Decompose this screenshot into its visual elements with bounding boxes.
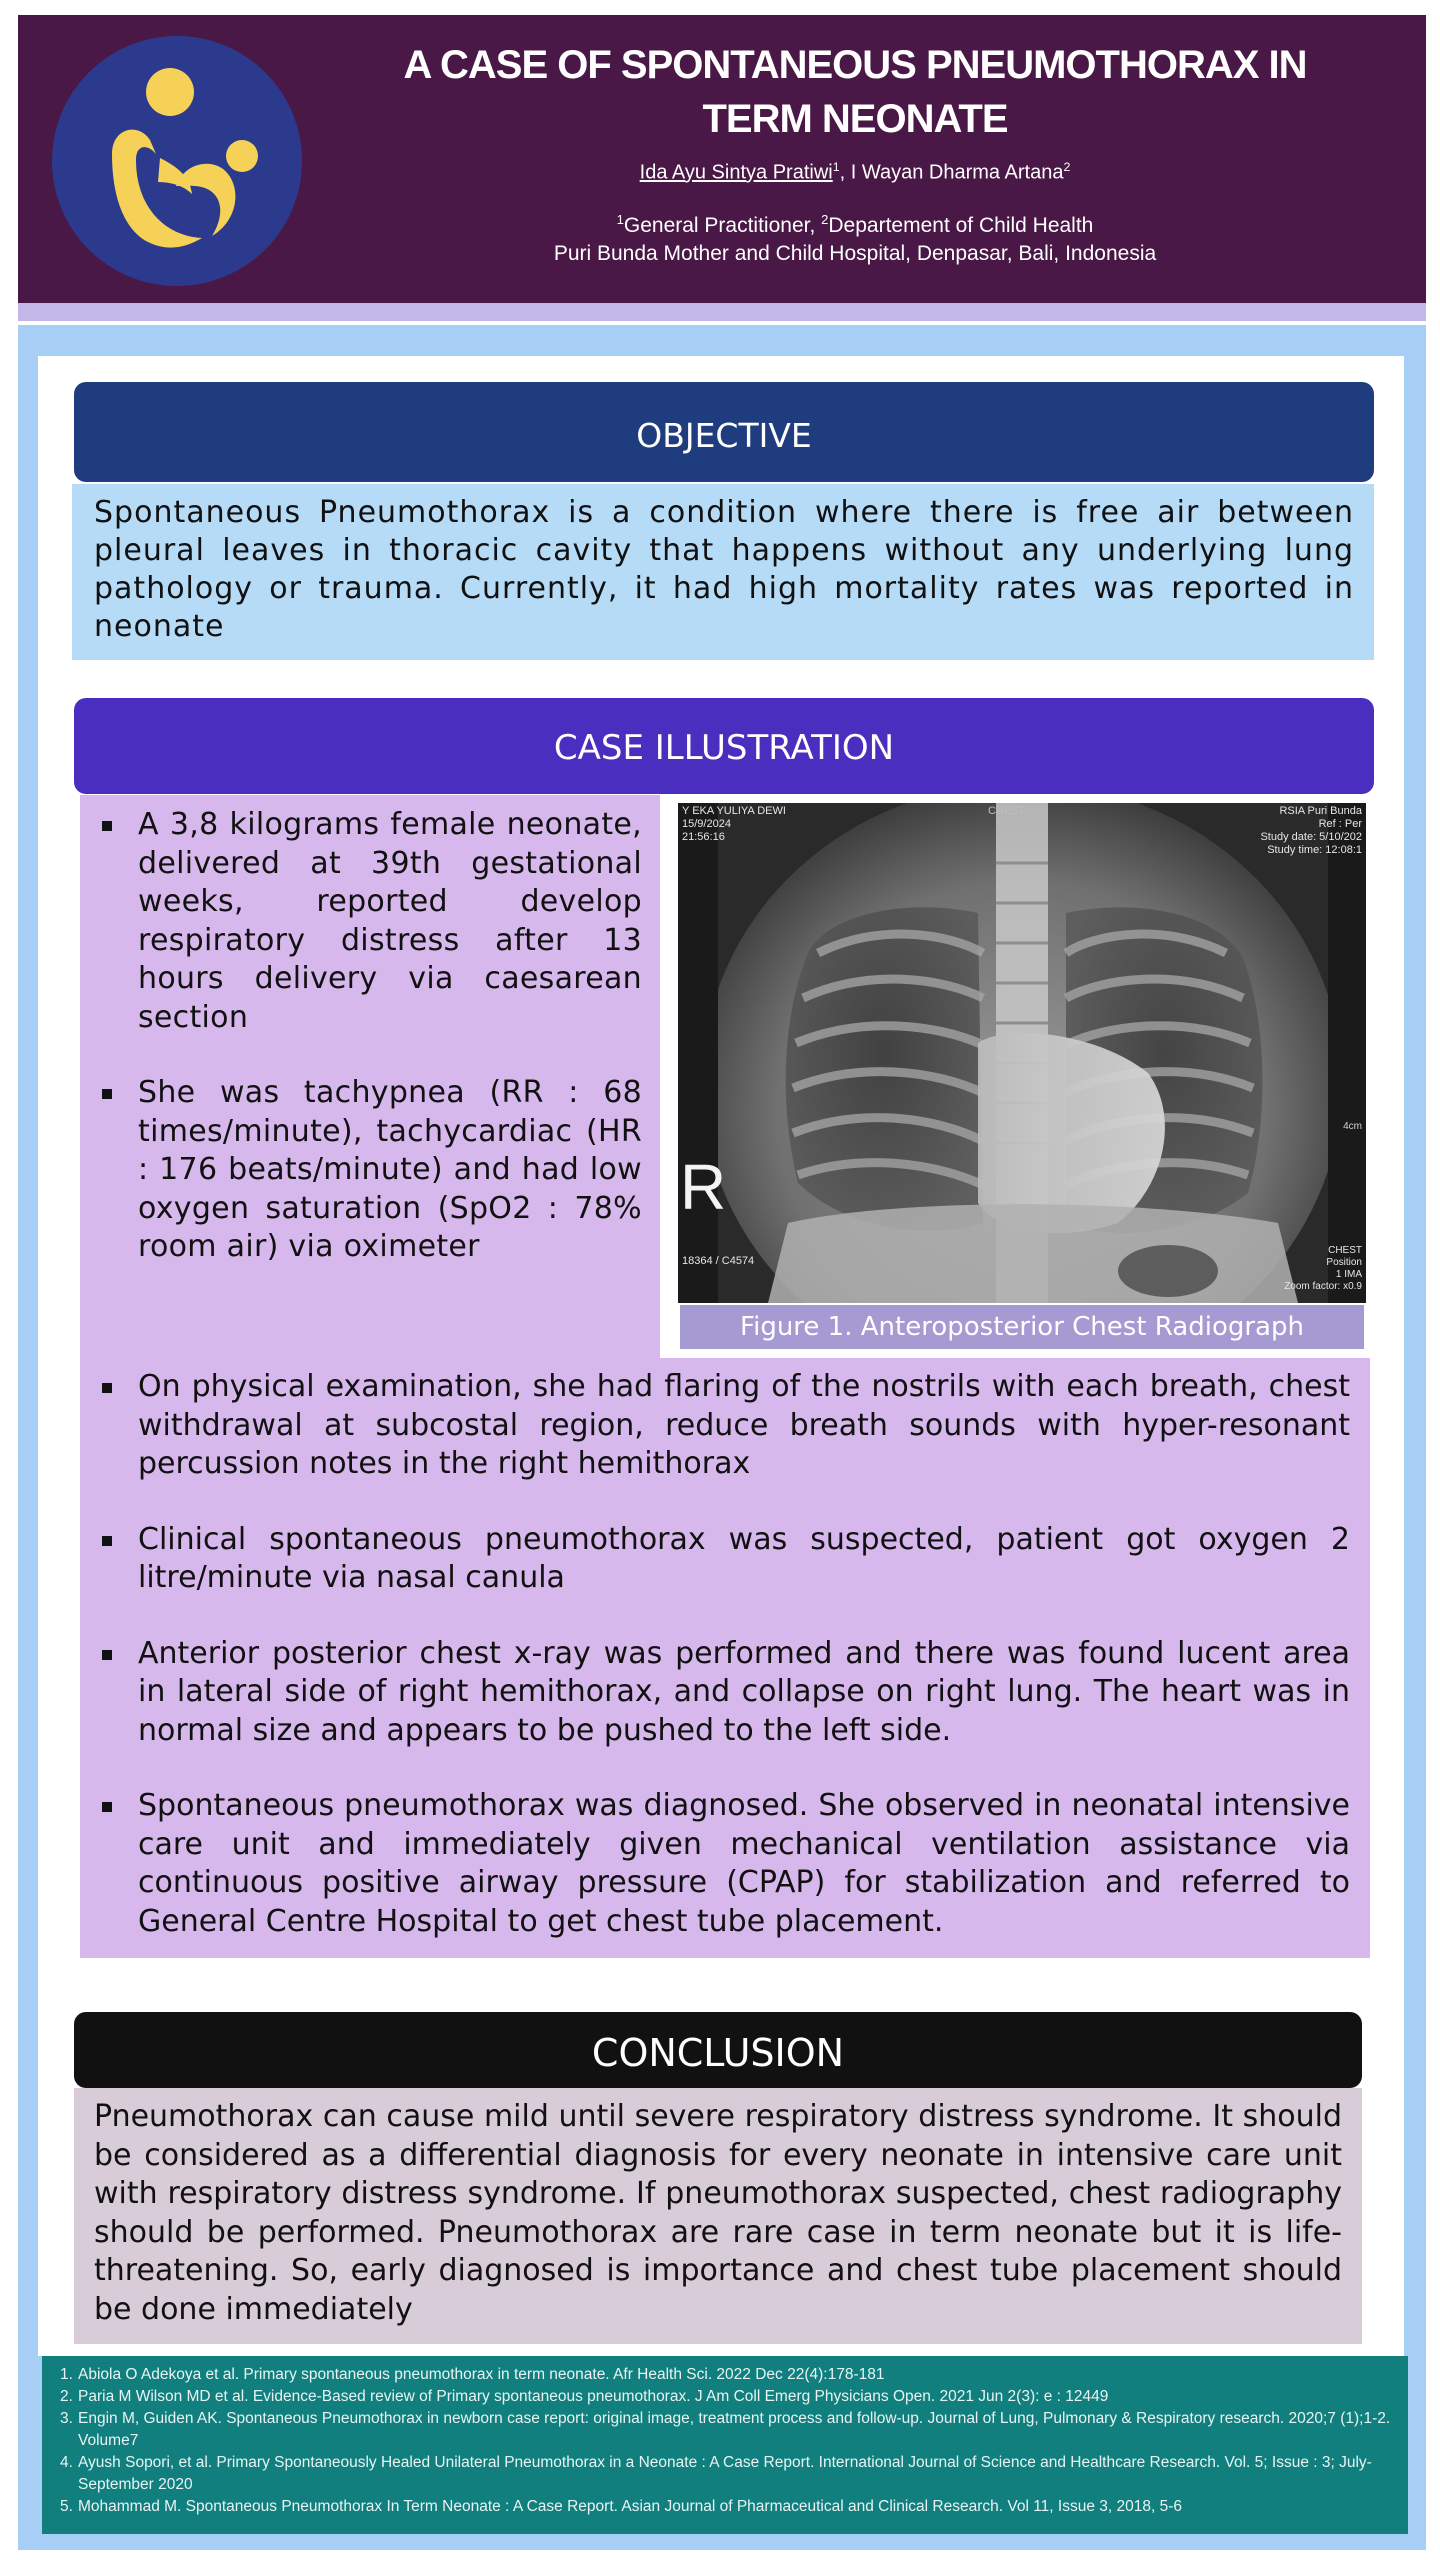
- reference-item: [60, 2364, 1394, 2386]
- conclusion-heading: CONCLUSION: [74, 2012, 1362, 2088]
- chest-radiograph-image: [678, 803, 1366, 1303]
- reference-text: Mohammad M. Spontaneous Pneumothorax In Term Neonate : A Case Report. Asian Journal of Pharmaceutical and Clinical Research. Vol 11, Issue 3, 2018, 5-6: [78, 2498, 1182, 2515]
- poster-title: [340, 38, 1370, 146]
- xray-side-marker: R: [680, 1151, 727, 1223]
- xray-overlay-top-right: [1260, 805, 1362, 857]
- case-illustration-heading: CASE ILLUSTRATION: [74, 698, 1374, 794]
- affiliation-sup-2: 2: [821, 212, 829, 227]
- xray-study-time: Study time: 12:08:1: [1267, 844, 1362, 856]
- author-1-sup: 1: [832, 160, 840, 174]
- objective-text: Spontaneous Pneumothorax is a condition where there is free air between pleural leaves in thoracic cavity that happens without any underlying lung pathology or trauma. Currently, it had high mortality rates was reported in neonate: [72, 484, 1374, 660]
- list-item: On physical examination, she had flaring of the nostrils with each breath, chest withdrawal at subcostal region, reduce breath sounds with hyper-resonant percussion notes in the right hemithorax: [82, 1368, 1350, 1484]
- header-divider-strip: [18, 303, 1426, 321]
- xray-time: 21:56:16: [682, 831, 725, 843]
- affiliation-line-1: [340, 212, 1370, 238]
- references-box: [42, 2356, 1408, 2534]
- reference-number: 1.: [60, 2366, 73, 2383]
- title-line-1: A CASE OF SPONTANEOUS PNEUMOTHORAX IN: [403, 43, 1307, 87]
- xray-br-4: Zoom factor: x0.9: [1284, 1281, 1362, 1292]
- conclusion-text: Pneumothorax can cause mild until severe respiratory distress syndrome. It should be considered as a differential diagnosis for every neonate in intensive care unit with respiratory distress syndrome. If pneumothorax suspected, chest radiography should be performed. Pneumothorax are rare case in term neonate but it is life-threatening. So, early diagnosed is importance and chest tube placement should be done immediately: [74, 2088, 1362, 2344]
- xray-overlay-top-left: [682, 805, 786, 844]
- xray-overlay-bottom-left: 18364 / C4574: [682, 1255, 755, 1267]
- list-item: She was tachypnea (RR : 68 times/minute), tachycardiac (HR : 176 beats/minute) and had low oxygen saturation (SpO2 : 78% room air) via oximeter: [82, 1074, 642, 1267]
- objective-heading: OBJECTIVE: [74, 382, 1374, 482]
- xray-br-3: 1 IMA: [1335, 1269, 1362, 1280]
- case-list-left: [82, 806, 642, 1304]
- xray-ref: Ref : Per: [1318, 818, 1362, 830]
- author-2: I Wayan Dharma Artana: [850, 161, 1064, 184]
- affiliation-part-1: General Practitioner,: [623, 214, 822, 237]
- mother-child-logo-icon: [52, 36, 302, 286]
- list-item: Clinical spontaneous pneumothorax was suspected, patient got oxygen 2 litre/minute via nasal canula: [82, 1521, 1350, 1598]
- reference-item: [60, 2408, 1394, 2452]
- reference-item: [60, 2386, 1394, 2408]
- list-item: A 3,8 kilograms female neonate, delivered at 39th gestational weeks, reported develop respiratory distress after 13 hours delivery via caesarean section: [82, 806, 642, 1037]
- xray-br-2: Position: [1326, 1257, 1362, 1268]
- reference-text: Paria M Wilson MD et al. Evidence-Based review of Primary spontaneous pneumothorax. J Am Coll Emerg Physicians Open. 2021 Jun 2(3): e : 12449: [78, 2388, 1109, 2405]
- affiliation-sup-1: 1: [616, 212, 624, 227]
- affiliation-line-2: Puri Bunda Mother and Child Hospital, Denpasar, Bali, Indonesia: [553, 242, 1157, 265]
- reference-text: Ayush Sopori, et al. Primary Spontaneously Healed Unilateral Pneumothorax in a Neonate : A Case Report. International Journal of Science and Healthcare Research. Vol. 5; Issue : 3; July-September 2020: [78, 2454, 1372, 2493]
- xray-scale-label: 4cm: [1343, 1121, 1362, 1132]
- xray-br-1: CHEST: [1328, 1245, 1362, 1256]
- list-item: Spontaneous pneumothorax was diagnosed. She observed in neonatal intensive care unit and immediately given mechanical ventilation assistance via continuous positive airway pressure (CPAP) for stabilization and referred to General Centre Hospital to get chest tube placement.: [82, 1787, 1350, 1941]
- reference-item: [60, 2496, 1394, 2518]
- reference-number: 2.: [60, 2388, 73, 2405]
- reference-text: Engin M, Guiden AK. Spontaneous Pneumothorax in newborn case report: original image, treatment process and follow-up. Journal of Lung, Pulmonary & Respiratory research. 2020;7 (1);1-2. Volume7: [78, 2410, 1391, 2449]
- list-item: Anterior posterior chest x-ray was performed and there was found lucent area in lateral side of right hemithorax, and collapse on right lung. The heart was in normal size and appears to be pushed to the left side.: [82, 1635, 1350, 1751]
- xray-patient-name: Y EKA YULIYA DEWI: [682, 805, 786, 817]
- author-1: Ida Ayu Sintya Pratiwi: [639, 161, 833, 184]
- reference-number: 5.: [60, 2498, 73, 2515]
- affiliation-part-2: Departement of Child Health: [828, 214, 1094, 237]
- reference-number: 4.: [60, 2454, 73, 2471]
- reference-number: 3.: [60, 2410, 73, 2427]
- title-line-2: TERM NEONATE: [702, 97, 1008, 141]
- case-list-bottom: [82, 1368, 1350, 1978]
- author-2-sup: 2: [1063, 160, 1071, 174]
- author-separator: ,: [839, 161, 851, 184]
- xray-study-date: Study date: 5/10/202: [1260, 831, 1362, 843]
- xray-date: 15/9/2024: [682, 818, 731, 830]
- reference-text: Abiola O Adekoya et al. Primary spontaneous pneumothorax in term neonate. Afr Health Sci. 2022 Dec 22(4):178-181: [78, 2366, 885, 2383]
- xray-hospital: RSIA Puri Bunda: [1279, 805, 1362, 817]
- xray-overlay-top-center: CHEST: [988, 805, 1026, 817]
- xray-overlay-bottom-right: [1284, 1245, 1362, 1293]
- figure-caption: Figure 1. Anteroposterior Chest Radiograph: [680, 1305, 1364, 1349]
- authors-line: [340, 160, 1370, 185]
- reference-item: [60, 2452, 1394, 2496]
